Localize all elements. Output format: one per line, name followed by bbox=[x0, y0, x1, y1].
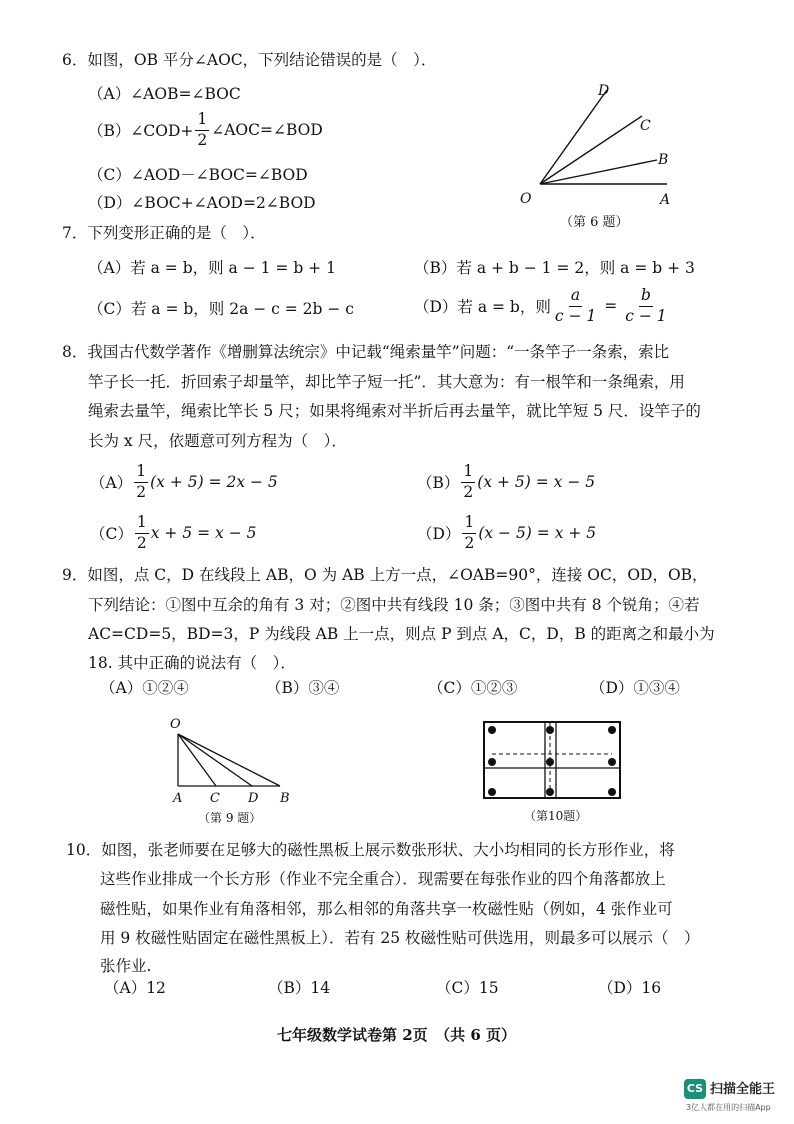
q9-figure bbox=[160, 712, 310, 832]
q8-d-label: （D） bbox=[417, 525, 461, 543]
q8-option-c bbox=[90, 515, 256, 551]
q10-line-2: 这些作业排成一个长方形（作业不完全重合）．现需要在每张作业的四个角落都放上 bbox=[100, 870, 666, 888]
q7-stem: 7．下列变形正确的是（ ）． bbox=[62, 224, 266, 242]
q8-option-b bbox=[417, 464, 595, 500]
q6-option-b bbox=[88, 112, 323, 148]
q9-option-b: （B）③④ bbox=[266, 679, 340, 697]
q8-line-3: 绳索去量竿，绳索比竿长 5 尺；如果将绳索对半折后再去量竿，就比竿短 5 尺．设竿子的 bbox=[88, 402, 701, 420]
q9-option-c: （C）①②③ bbox=[428, 679, 518, 697]
q9-figure-caption: （第 9 题） bbox=[198, 811, 262, 825]
magnet-dot bbox=[546, 758, 554, 766]
q10-figure bbox=[478, 716, 628, 828]
magnet-dot bbox=[608, 726, 616, 734]
q7-d-fraction-left bbox=[553, 288, 598, 324]
q9-option-a: （A）①②④ bbox=[100, 679, 189, 697]
q10-option-d: （D）16 bbox=[598, 979, 662, 997]
magnet-dot bbox=[488, 726, 496, 734]
page-footer: 七年级数学试卷第 2页 （共 6 页） bbox=[277, 1026, 517, 1044]
q7-d-equals: = bbox=[604, 297, 618, 315]
q9-label-c: C bbox=[210, 791, 220, 806]
q9-label-a: A bbox=[173, 791, 183, 806]
q7-d-den-right: c − 1 bbox=[625, 306, 667, 325]
ray-od bbox=[540, 90, 607, 184]
q7-option-a: （A）若 a = b，则 a − 1 = b + 1 bbox=[88, 259, 336, 277]
q8-d-half-num: 1 bbox=[462, 515, 476, 534]
q7-d-den-left: c − 1 bbox=[554, 306, 597, 325]
q7-option-c: （C）若 a = b，则 2a − c = 2b − c bbox=[88, 300, 354, 318]
q10-line-5: 张作业. bbox=[100, 957, 152, 975]
q6-option-d: （D）∠BOC+∠AOD=2∠BOD bbox=[88, 194, 316, 212]
q8-line-4: 长为 x 尺，依题意可列方程为（ ）． bbox=[88, 432, 347, 450]
q7-d-num-right: b bbox=[639, 288, 653, 307]
q8-a-half-num: 1 bbox=[134, 464, 148, 483]
magnet-dot bbox=[608, 788, 616, 796]
q6-option-b-prefix: （B）∠COD+ bbox=[88, 122, 194, 140]
q8-a-label: （A） bbox=[90, 474, 133, 492]
magnet-dot bbox=[488, 788, 496, 796]
q8-b-half-num: 1 bbox=[461, 464, 475, 483]
q10-line-3: 磁性贴，如果作业有角落相邻，那么相邻的角落共享一枚磁性贴（例如，4 张作业可 bbox=[100, 900, 673, 918]
q8-b-label: （B） bbox=[417, 474, 460, 492]
q6-option-b-fraction bbox=[195, 112, 209, 148]
q8-line-2: 竿子长一托．折回索子却量竿，却比竿子短一托”．其大意为：有一根竿和一条绳索，用 bbox=[88, 373, 685, 391]
q6-label-b: B bbox=[658, 152, 669, 168]
q8-option-d bbox=[417, 515, 596, 551]
q10-option-b: （B）14 bbox=[268, 979, 331, 997]
q6-label-a: A bbox=[660, 192, 671, 208]
q9-line-2: 下列结论：①图中互余的角有 3 对；②图中共有线段 10 条；③图中共有 8 个锐角；④若 bbox=[88, 596, 700, 614]
q7-option-d-prefix: （D）若 a = b，则 bbox=[414, 298, 551, 316]
q8-d-half-den: 2 bbox=[464, 533, 475, 552]
q8-b-expression: (x + 5) = x − 5 bbox=[477, 473, 596, 491]
q9-label-d: D bbox=[248, 791, 259, 806]
q8-d-half bbox=[462, 515, 476, 551]
q6-figure bbox=[510, 78, 690, 233]
q7-d-fraction-right bbox=[623, 288, 668, 324]
q6-label-c: C bbox=[640, 118, 651, 134]
magnet-dot bbox=[488, 758, 496, 766]
q8-a-half-den: 2 bbox=[136, 482, 147, 501]
q6-label-d: D bbox=[598, 83, 610, 99]
q8-option-a bbox=[90, 464, 278, 500]
q10-line-1: 10．如图，张老师要在足够大的磁性黑板上展示数张形状、大小均相同的长方形作业，将 bbox=[66, 841, 675, 859]
magnet-dot bbox=[546, 788, 554, 796]
q10-figure-caption: （第10题） bbox=[524, 809, 588, 823]
q9-option-d: （D）①③④ bbox=[590, 679, 680, 697]
q8-a-half bbox=[134, 464, 148, 500]
q8-b-half-den: 2 bbox=[463, 482, 474, 501]
q7-d-num-left: a bbox=[569, 288, 582, 307]
q10-option-a: （A）12 bbox=[104, 979, 166, 997]
q6-b-numerator: 1 bbox=[195, 112, 209, 131]
camscanner-subtitle: 3亿人都在用的扫描App bbox=[686, 1103, 771, 1112]
q9-label-b: B bbox=[280, 791, 290, 806]
q9-line-3: AC=CD=5，BD=3，P 为线段 AB 上一点，则点 P 到点 A，C，D，B 的距离之和最小为 bbox=[88, 625, 715, 643]
q6-figure-caption: （第 6 题） bbox=[560, 215, 629, 230]
q7-option-d bbox=[414, 288, 671, 324]
camscanner-logo: CS bbox=[684, 1079, 706, 1099]
q6-option-b-suffix: ∠AOC=∠BOD bbox=[211, 121, 323, 139]
q8-c-expression: x + 5 = x − 5 bbox=[150, 524, 257, 542]
q7-option-b: （B）若 a + b − 1 = 2，则 a = b + 3 bbox=[414, 259, 695, 277]
magnet-dot bbox=[608, 758, 616, 766]
q8-c-half bbox=[135, 515, 149, 551]
q8-c-label: （C） bbox=[90, 525, 133, 543]
q6-stem: 6．如图，OB 平分∠AOC，下列结论错误的是（ ）． bbox=[62, 51, 437, 69]
q8-c-half-den: 2 bbox=[136, 533, 147, 552]
segment-od bbox=[178, 734, 252, 786]
segment-ob bbox=[178, 734, 280, 786]
q6-label-o: O bbox=[520, 191, 532, 207]
q9-line-4: 18. 其中正确的说法有（ ）． bbox=[88, 654, 296, 672]
q6-option-c: （C）∠AOD－∠BOC=∠BOD bbox=[88, 166, 308, 184]
q6-b-denominator: 2 bbox=[197, 130, 208, 149]
q8-line-1: 8．我国古代数学著作《增删算法统宗》中记载“绳索量竿”问题：“一条竿子一条索，索比 bbox=[62, 343, 670, 361]
q8-c-half-num: 1 bbox=[135, 515, 149, 534]
q9-line-1: 9．如图，点 C，D 在线段上 AB，O 为 AB 上方一点，∠OAB=90°，连接 OC，OD，OB， bbox=[62, 566, 708, 584]
q9-label-o: O bbox=[170, 717, 181, 732]
magnet-dot bbox=[546, 726, 554, 734]
q8-a-expression: (x + 5) = 2x − 5 bbox=[150, 473, 278, 491]
q10-option-c: （C）15 bbox=[436, 979, 499, 997]
q10-line-4: 用 9 枚磁性贴固定在磁性黑板上）．若有 25 枚磁性贴可供选用，则最多可以展示（ ） bbox=[100, 929, 700, 947]
q8-d-expression: (x − 5) = x + 5 bbox=[478, 524, 597, 542]
q8-b-half bbox=[461, 464, 475, 500]
segment-oc bbox=[178, 734, 216, 786]
camscanner-title: 扫描全能王 bbox=[710, 1082, 776, 1097]
q6-option-a: （A）∠AOB=∠BOC bbox=[88, 85, 241, 103]
